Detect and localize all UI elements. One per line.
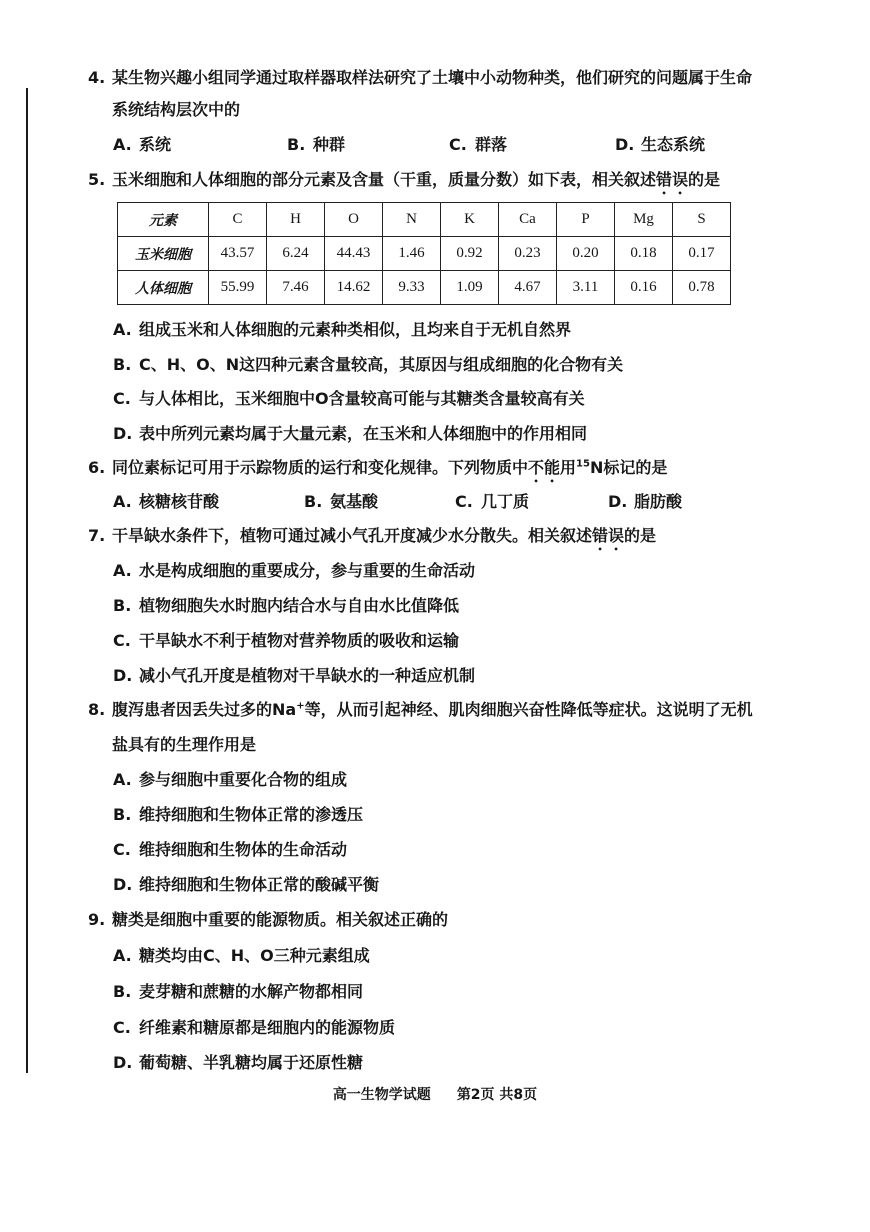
question-number: 5.: [88, 170, 106, 189]
question-number: 4.: [88, 68, 106, 87]
question-6-option-b[interactable]: [304, 492, 378, 512]
question-number: 8.: [88, 700, 106, 719]
table-cell: 9.33: [383, 271, 441, 305]
table-cell: 14.62: [325, 271, 383, 305]
question-4-option-a[interactable]: [113, 135, 171, 155]
question-4-stem-cont: 系统结构层次中的: [112, 100, 241, 119]
table-cell: 0.16: [615, 271, 673, 305]
question-8-option-a[interactable]: [113, 770, 347, 790]
question-9-option-a[interactable]: [113, 946, 370, 966]
table-header-cell: N: [383, 203, 441, 237]
question-7-stem: [88, 526, 656, 554]
option-text: 与人体相比，玉米细胞中O含量较高可能与其糖类含量较高有关: [139, 389, 585, 408]
option-letter: C.: [113, 1018, 131, 1037]
question-9-option-d[interactable]: [113, 1053, 363, 1073]
table-header-row: [118, 203, 731, 237]
question-text: 玉米细胞和人体细胞的部分元素及含量（干重，质量分数）如下表，相关叙述: [112, 170, 657, 189]
table-cell: 44.43: [325, 237, 383, 271]
question-6-option-d[interactable]: [608, 492, 682, 512]
question-5-option-c[interactable]: [113, 389, 585, 409]
question-5-stem: [88, 170, 720, 198]
question-text-mid: 用: [560, 458, 577, 477]
option-letter: A.: [113, 135, 132, 154]
option-text: 核糖核苷酸: [139, 492, 220, 511]
option-text: 氨基酸: [330, 492, 379, 511]
table-row: [118, 271, 731, 305]
option-text: 葡萄糖、半乳糖均属于还原性糖: [139, 1053, 364, 1072]
option-text: 参与细胞中重要化合物的组成: [139, 770, 348, 789]
question-9-option-c[interactable]: [113, 1018, 395, 1038]
question-text: 腹泻患者因丢失过多的Na: [112, 700, 297, 719]
option-text: 脂肪酸: [634, 492, 683, 511]
option-letter: C.: [113, 631, 131, 650]
question-9-option-b[interactable]: [113, 982, 363, 1002]
table-cell: 0.78: [673, 271, 731, 305]
question-text: 糖类是细胞中重要的能源物质。相关叙述正确的: [112, 910, 449, 929]
question-number: 6.: [88, 458, 106, 477]
question-6-option-c[interactable]: [455, 492, 529, 512]
option-text: 系统: [139, 135, 172, 154]
option-letter: A.: [113, 946, 132, 965]
question-5-option-a[interactable]: [113, 320, 571, 340]
question-5-option-b[interactable]: [113, 355, 623, 375]
option-text: 几丁质: [481, 492, 530, 511]
table-cell: 1.09: [441, 271, 499, 305]
ion-charge-superscript: +: [296, 700, 305, 712]
question-8-option-c[interactable]: [113, 840, 347, 860]
question-text-end: 的是: [688, 170, 721, 189]
table-cell: 4.67: [499, 271, 557, 305]
option-text: 纤维素和糖原都是细胞内的能源物质: [139, 1018, 396, 1037]
element-content-table: [117, 202, 731, 305]
option-text: 维持细胞和生物体正常的渗透压: [139, 805, 364, 824]
table-cell: 0.17: [673, 237, 731, 271]
table-row: [118, 237, 731, 271]
question-4-option-c[interactable]: [449, 135, 507, 155]
question-7-option-b[interactable]: [113, 596, 459, 616]
question-4-stem: [88, 68, 752, 88]
table-header-cell: H: [267, 203, 325, 237]
table-header-cell: P: [557, 203, 615, 237]
table-cell: 55.99: [209, 271, 267, 305]
table-cell: 1.46: [383, 237, 441, 271]
option-text: 减小气孔开度是植物对干旱缺水的一种适应机制: [139, 666, 476, 685]
page-margin-rule: [26, 88, 28, 1073]
question-4-option-d[interactable]: [615, 135, 705, 155]
table-cell: 3.11: [557, 271, 615, 305]
table-cell: 43.57: [209, 237, 267, 271]
question-text: 同位素标记可用于示踪物质的运行和变化规律。下列物质中: [112, 458, 529, 477]
question-9-stem: [88, 910, 448, 930]
table-header-cell: Ca: [499, 203, 557, 237]
option-letter: A.: [113, 320, 132, 339]
option-text: 组成玉米和人体细胞的元素种类相似，且均来自于无机自然界: [139, 320, 572, 339]
option-letter: C.: [455, 492, 473, 511]
option-text: C、H、O、N这四种元素含量较高，其原因与组成细胞的化合物有关: [139, 355, 624, 374]
footer-page-number: 第2页 共8页: [456, 1087, 538, 1103]
table-cell: 0.18: [615, 237, 673, 271]
table-header-cell: C: [209, 203, 267, 237]
table-cell: 0.20: [557, 237, 615, 271]
question-8-option-b[interactable]: [113, 805, 363, 825]
emphasis-text: 错误: [656, 170, 689, 189]
option-text: 糖类均由C、H、O三种元素组成: [139, 946, 370, 965]
option-letter: D.: [113, 666, 133, 685]
footer-subject: 高一生物学试题: [332, 1087, 431, 1103]
question-text: 某生物兴趣小组同学通过取样器取样法研究了土壤中小动物种类，他们研究的问题属于生命: [112, 68, 753, 87]
table-row-label: 玉米细胞: [118, 237, 209, 271]
option-letter: B.: [113, 982, 132, 1001]
option-text: 表中所列元素均属于大量元素，在玉米和人体细胞中的作用相同: [139, 424, 588, 443]
option-text: 麦芽糖和蔗糖的水解产物都相同: [139, 982, 364, 1001]
question-6-stem: [88, 458, 667, 486]
question-text-end: N标记的是: [589, 458, 668, 477]
option-letter: B.: [287, 135, 306, 154]
question-text-end: 等，从而引起神经、肌肉细胞兴奋性降低等症状。这说明了无机: [304, 700, 753, 719]
table-cell: 0.23: [499, 237, 557, 271]
question-text-end: 的是: [624, 526, 657, 545]
table-cell: 6.24: [267, 237, 325, 271]
emphasis-text: 不能: [528, 458, 561, 477]
question-text: 干旱缺水条件下，植物可通过减小气孔开度减少水分散失。相关叙述: [112, 526, 593, 545]
table-header-cell: K: [441, 203, 499, 237]
question-7-option-c[interactable]: [113, 631, 459, 651]
option-letter: D.: [113, 875, 133, 894]
option-text: 生态系统: [641, 135, 706, 154]
option-letter: A.: [113, 770, 132, 789]
option-text: 植物细胞失水时胞内结合水与自由水比值降低: [139, 596, 460, 615]
question-4-option-b[interactable]: [287, 135, 345, 155]
option-letter: B.: [113, 596, 132, 615]
page-footer: [0, 1084, 870, 1104]
question-5-option-d[interactable]: [113, 424, 587, 444]
option-letter: D.: [608, 492, 628, 511]
option-letter: C.: [113, 840, 131, 859]
option-letter: A.: [113, 561, 132, 580]
option-letter: D.: [113, 424, 133, 443]
table-row-label: 人体细胞: [118, 271, 209, 305]
option-text: 种群: [313, 135, 346, 154]
question-6-option-a[interactable]: [113, 492, 219, 512]
question-number: 7.: [88, 526, 106, 545]
option-letter: B.: [113, 355, 132, 374]
option-letter: C.: [113, 389, 131, 408]
question-8-stem-cont: 盐具有的生理作用是: [112, 735, 257, 754]
question-8-option-d[interactable]: [113, 875, 379, 895]
option-text: 维持细胞和生物体的生命活动: [139, 840, 348, 859]
table-header-cell: Mg: [615, 203, 673, 237]
question-7-option-d[interactable]: [113, 666, 475, 686]
question-number: 9.: [88, 910, 106, 929]
option-letter: A.: [113, 492, 132, 511]
isotope-superscript: 15: [576, 458, 590, 470]
table-header-label: 元素: [118, 203, 209, 237]
option-letter: B.: [304, 492, 323, 511]
option-text: 群落: [475, 135, 508, 154]
table-cell: 0.92: [441, 237, 499, 271]
emphasis-text: 错误: [592, 526, 625, 545]
option-text: 维持细胞和生物体正常的酸碱平衡: [139, 875, 380, 894]
table-header-cell: O: [325, 203, 383, 237]
question-8-stem: [88, 700, 753, 720]
option-text: 水是构成细胞的重要成分，参与重要的生命活动: [139, 561, 476, 580]
table-header-cell: S: [673, 203, 731, 237]
option-letter: C.: [449, 135, 467, 154]
option-letter: B.: [113, 805, 132, 824]
table-cell: 7.46: [267, 271, 325, 305]
option-text: 干旱缺水不利于植物对营养物质的吸收和运输: [139, 631, 460, 650]
question-7-option-a[interactable]: [113, 561, 475, 581]
option-letter: D.: [113, 1053, 133, 1072]
option-letter: D.: [615, 135, 635, 154]
